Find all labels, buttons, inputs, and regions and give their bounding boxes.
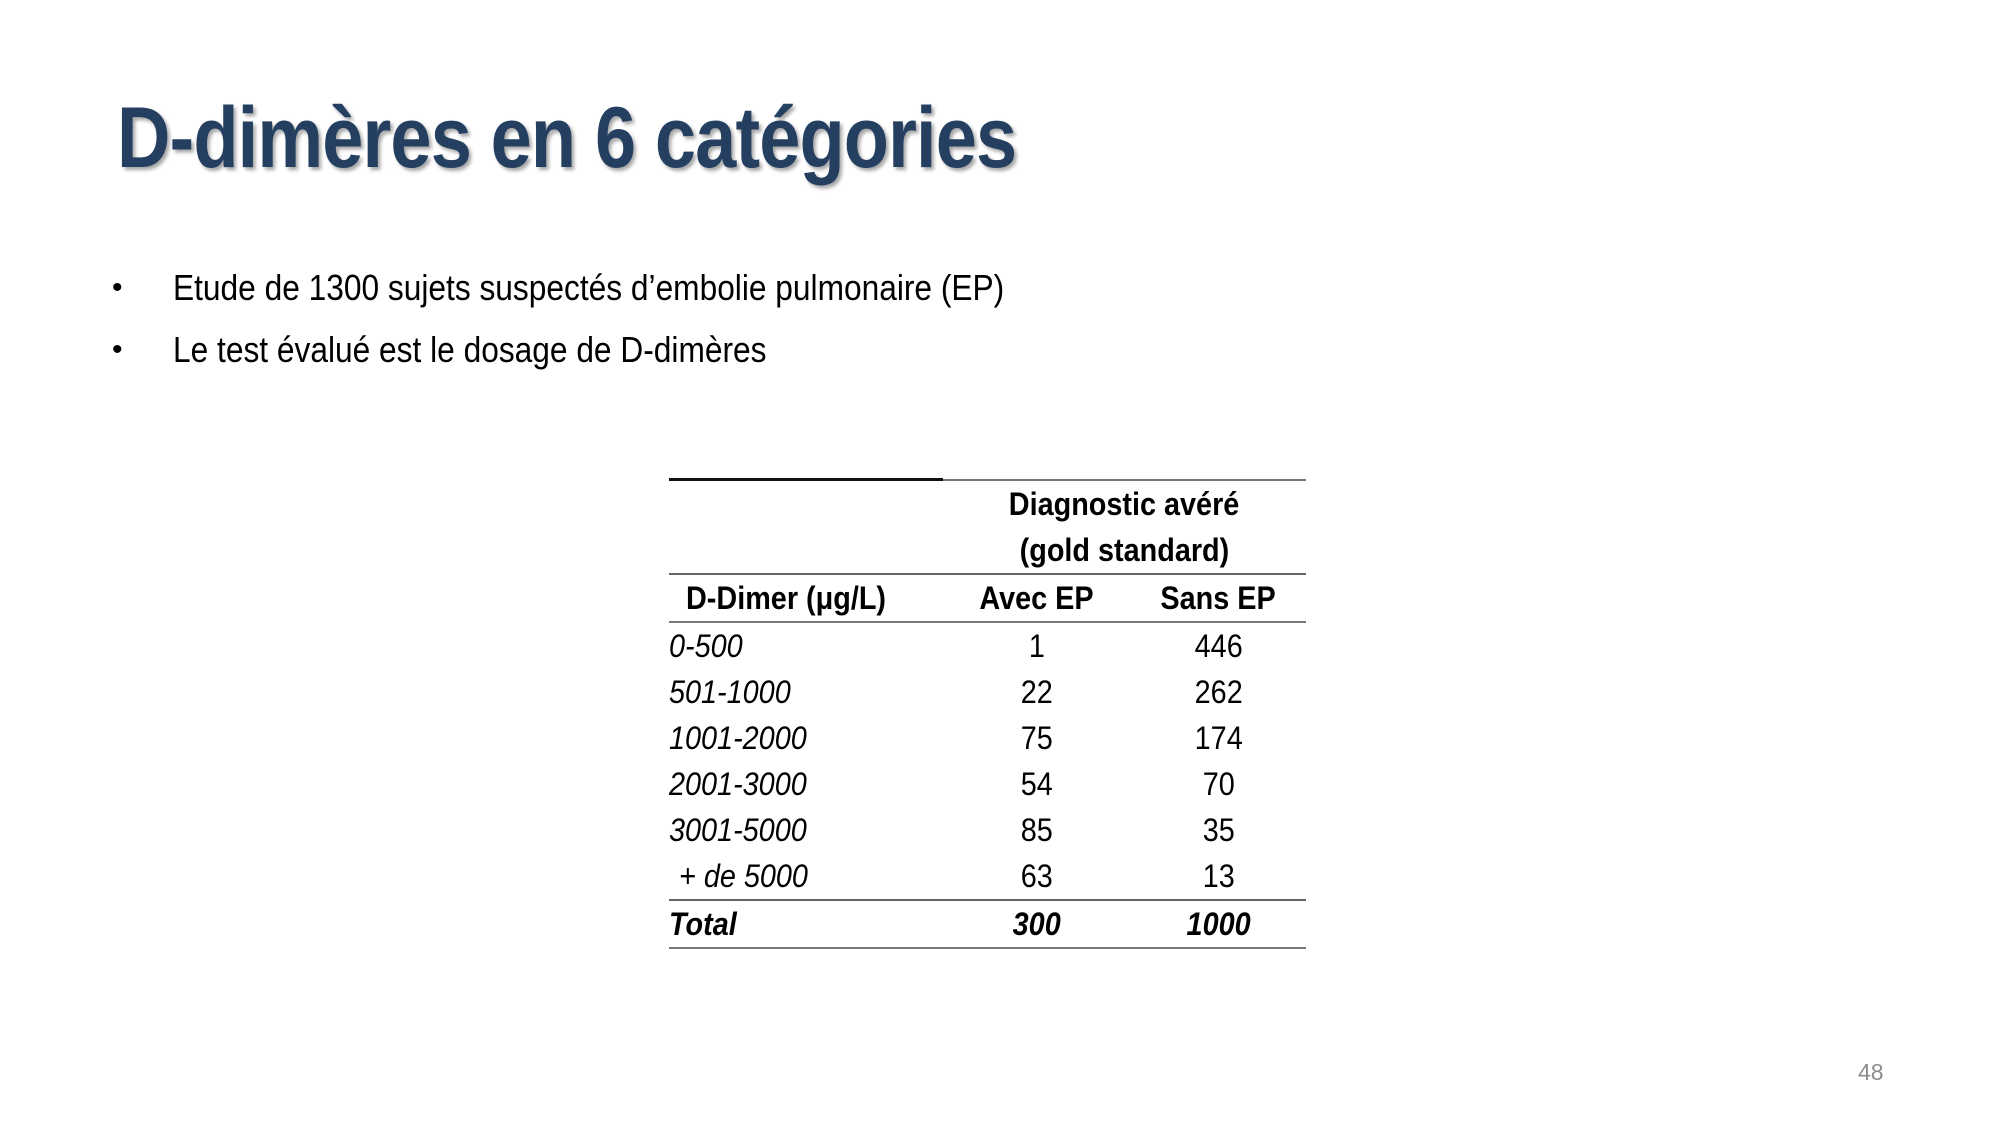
avec-ep-cell: 54: [1020, 766, 1053, 802]
range-cell: 0-500: [669, 628, 743, 664]
bullet-icon: •: [112, 271, 123, 304]
column-header-avec-ep: Avec EP: [943, 574, 1131, 622]
sans-ep-cell: 13: [1202, 858, 1235, 894]
table-row: [669, 807, 1306, 853]
d-dimer-table: [669, 478, 1306, 949]
empty-header-cell: [669, 527, 943, 574]
avec-ep-cell: 75: [1020, 720, 1053, 756]
sans-ep-cell: 174: [1194, 720, 1243, 756]
table-row: [669, 669, 1306, 715]
total-row: [669, 900, 1306, 948]
avec-ep-cell: 1: [1028, 628, 1045, 664]
sans-ep-cell: 446: [1194, 628, 1243, 664]
total-sans-ep: 1000: [1131, 900, 1306, 948]
range-cell: 1001-2000: [669, 720, 807, 756]
table-row: [669, 622, 1306, 669]
group-header-cell: [943, 480, 1306, 575]
table-row: [669, 761, 1306, 807]
empty-header-cell: [669, 480, 943, 528]
avec-ep-cell: 85: [1020, 812, 1053, 848]
column-header-sans-ep: Sans EP: [1131, 574, 1306, 622]
total-label: Total: [669, 900, 943, 948]
group-header-line2: (gold standard): [1019, 531, 1230, 568]
group-header-row: [669, 480, 1306, 528]
column-header-ddimer: D-Dimer (μg/L): [669, 574, 943, 622]
slide-title: D-dimères en 6 catégories: [117, 90, 1017, 186]
page-number: 48: [1858, 1059, 1884, 1085]
sans-ep-cell: 70: [1202, 766, 1235, 802]
bullet-text: Etude de 1300 sujets suspectés d’embolie pulmonaire (EP): [173, 267, 1005, 308]
bullet-text: Le test évalué est le dosage de D-dimères: [173, 329, 767, 370]
avec-ep-cell: 22: [1020, 674, 1053, 710]
table-row: [669, 853, 1306, 900]
sans-ep-cell: 35: [1202, 812, 1235, 848]
range-cell: 501-1000: [669, 674, 791, 710]
sans-ep-cell: 262: [1194, 674, 1243, 710]
range-cell: 3001-5000: [669, 812, 807, 848]
bullet-icon: •: [112, 333, 123, 366]
range-cell: 2001-3000: [669, 766, 807, 802]
avec-ep-cell: 63: [1020, 858, 1053, 894]
column-header-row: [669, 574, 1306, 622]
group-header-line1: Diagnostic avéré: [1009, 485, 1240, 522]
total-avec-ep: 300: [943, 900, 1131, 948]
table-row: [669, 715, 1306, 761]
range-cell: + de 5000: [679, 858, 808, 894]
